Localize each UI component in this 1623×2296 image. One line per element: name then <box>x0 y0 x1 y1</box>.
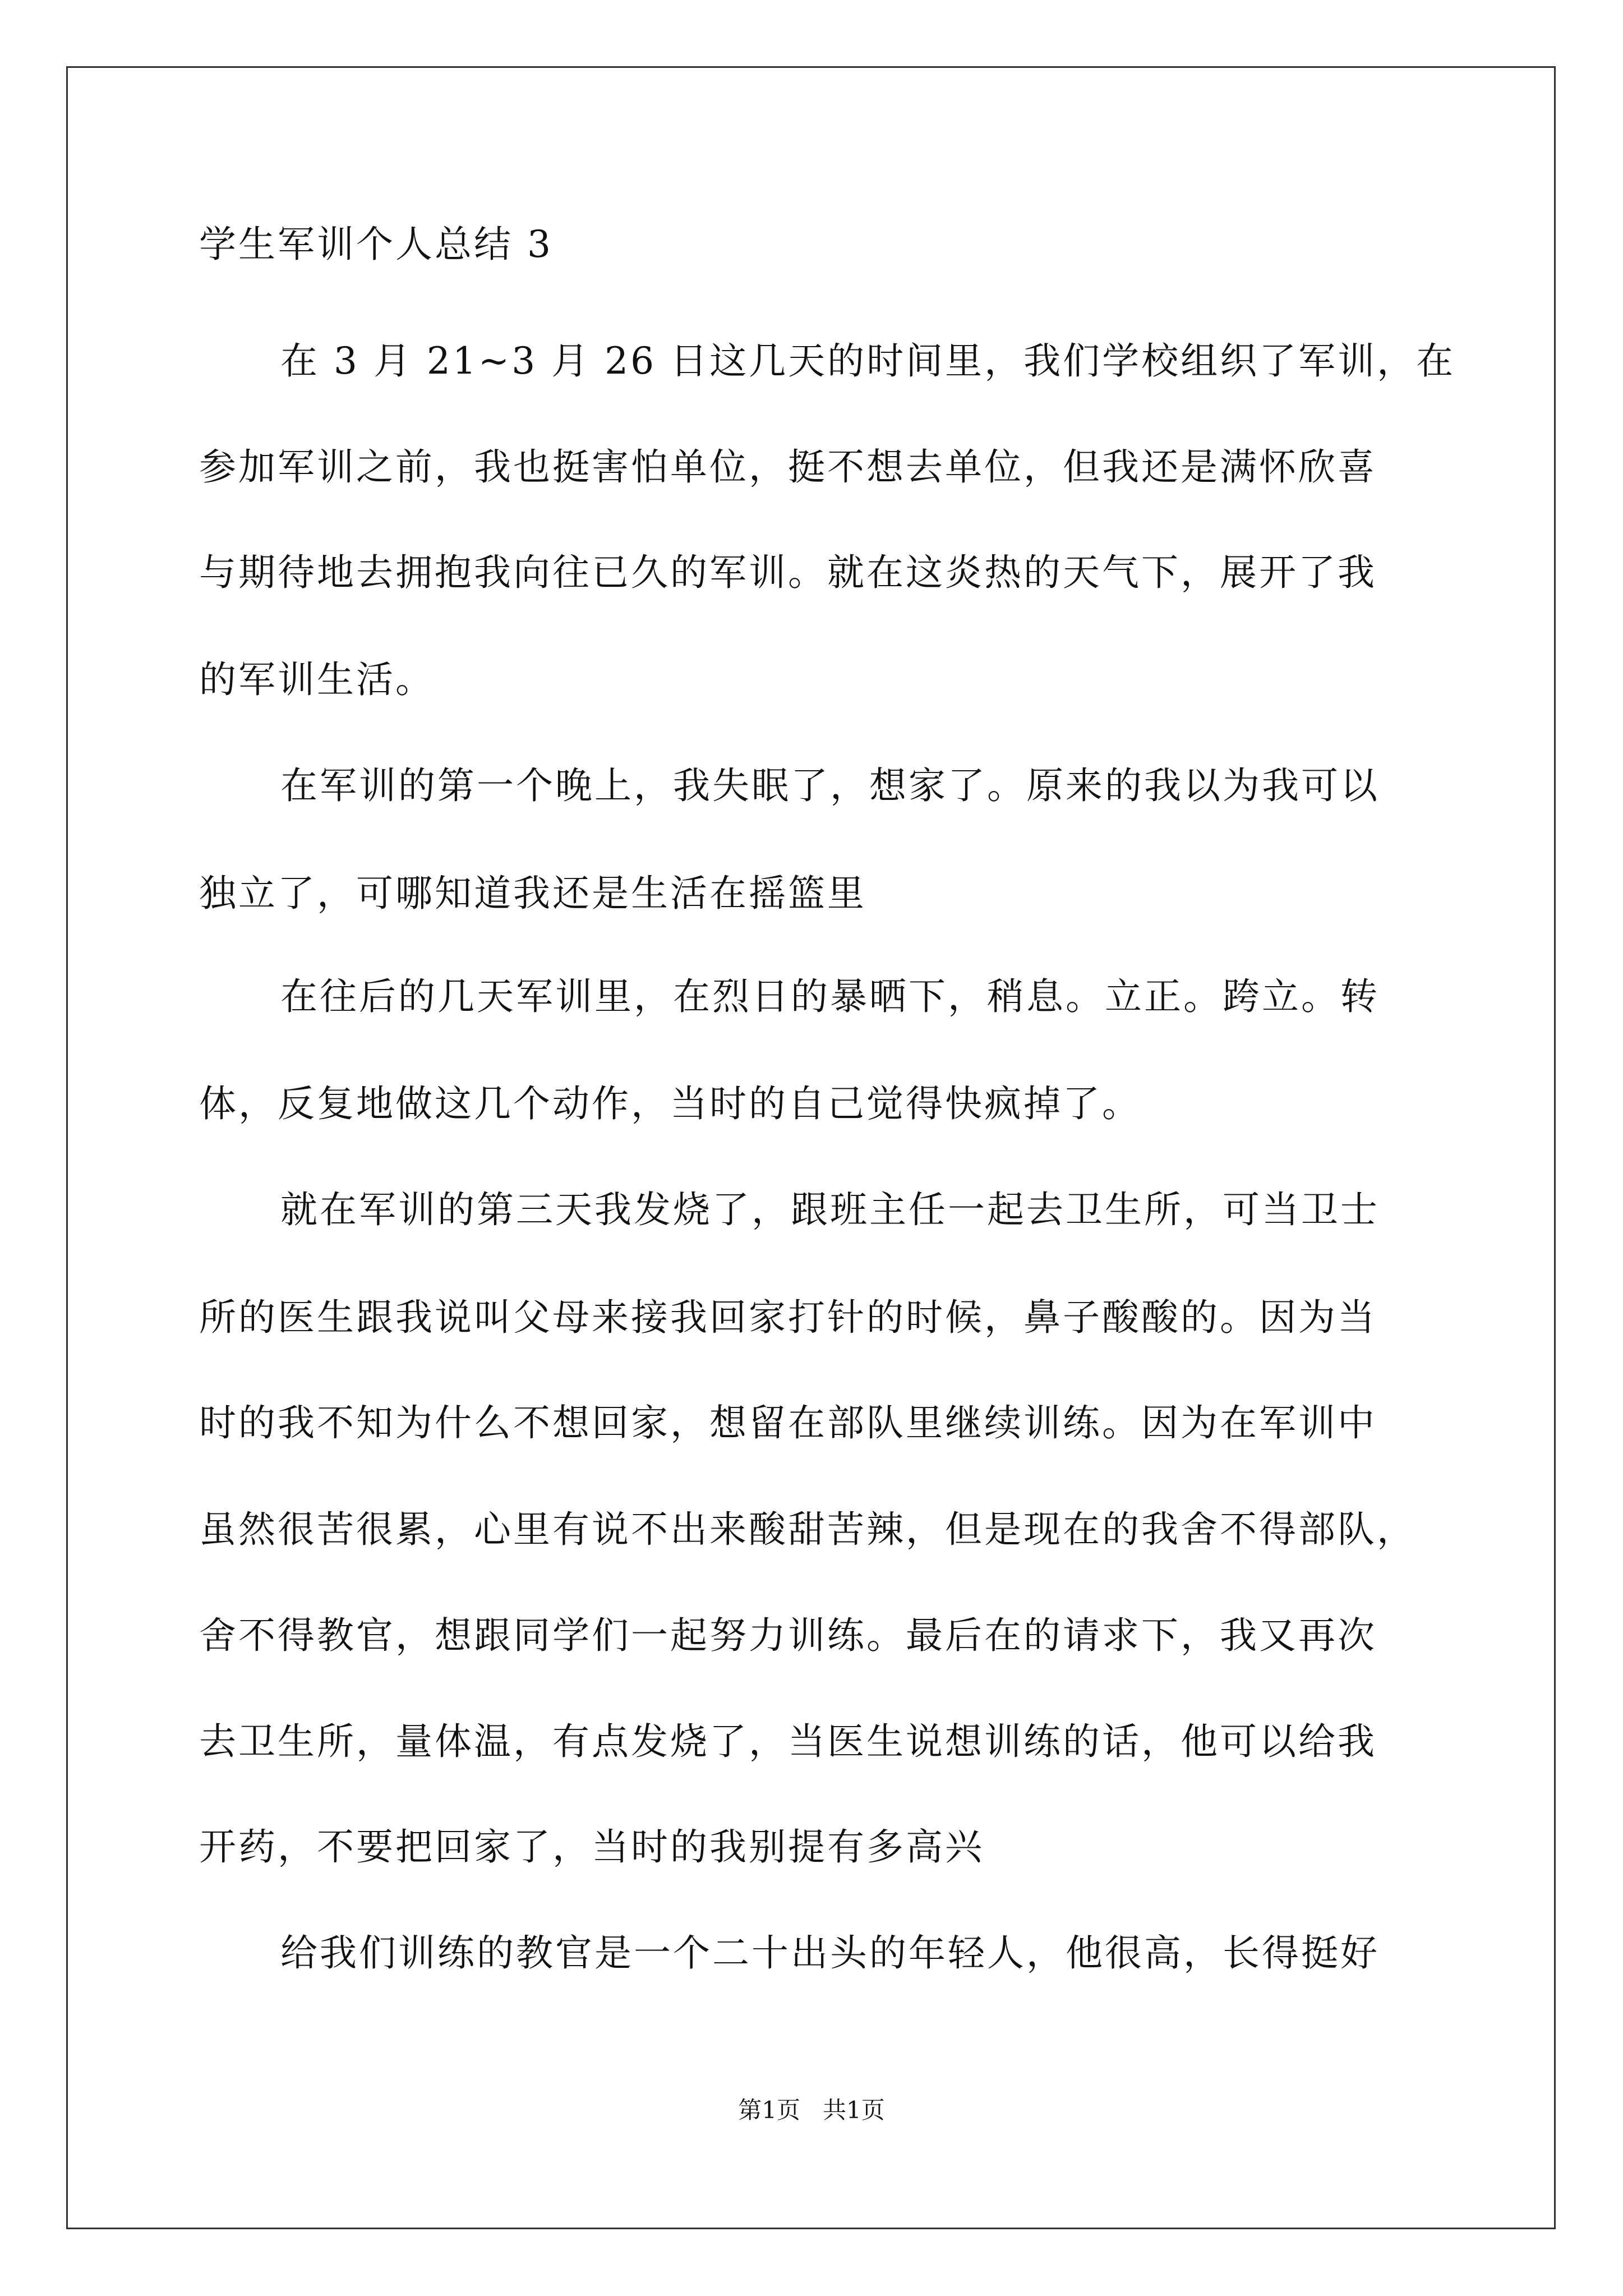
paragraph-line: 所的医生跟我说叫父母来接我回家打针的时候，鼻子酸酸的。因为当 <box>199 1296 1377 1339</box>
paragraph-line: 去卫生所，量体温，有点发烧了，当医生说想训练的话，他可以给我 <box>199 1720 1377 1763</box>
paragraph-line: 体，反复地做这几个动作，当时的自己觉得快疯掉了。 <box>199 1082 1141 1125</box>
paragraph-line: 舍不得教官，想跟同学们一起努力训练。最后在的请求下，我又再次 <box>199 1614 1377 1657</box>
page-border <box>66 66 1556 2229</box>
paragraph-line: 给我们训练的教官是一个二十出头的年轻人，他很高，长得挺好 <box>280 1931 1380 1975</box>
paragraph-line: 就在军训的第三天我发烧了，跟班主任一起去卫生所，可当卫士 <box>280 1188 1380 1231</box>
paragraph-line: 在往后的几天军训里，在烈日的暴晒下，稍息。立正。跨立。转 <box>280 975 1380 1018</box>
paragraph-line: 在 3 月 21~3 月 26 日这几天的时间里，我们学校组织了军训，在 <box>280 339 1456 383</box>
document-title: 学生军训个人总结 3 <box>199 223 553 266</box>
page-footer: 第1页 共1页 <box>738 2096 885 2124</box>
paragraph-line: 虽然很苦很累，心里有说不出来酸甜苦辣，但是现在的我舍不得部队， <box>199 1508 1416 1551</box>
paragraph-line: 在军训的第一个晚上，我失眠了，想家了。原来的我以为我可以 <box>280 764 1380 807</box>
paragraph-line: 参加军训之前，我也挺害怕单位，挺不想去单位，但我还是满怀欣喜 <box>199 445 1377 489</box>
paragraph-line: 与期待地去拥抱我向往已久的军训。就在这炎热的天气下，展开了我 <box>199 551 1377 594</box>
paragraph-line: 独立了，可哪知道我还是生活在摇篮里 <box>199 872 866 915</box>
paragraph-line: 开药，不要把回家了，当时的我别提有多高兴 <box>199 1825 984 1869</box>
paragraph-line: 的军训生活。 <box>199 658 435 701</box>
paragraph-line: 时的我不知为什么不想回家，想留在部队里继续训练。因为在军训中 <box>199 1401 1377 1444</box>
